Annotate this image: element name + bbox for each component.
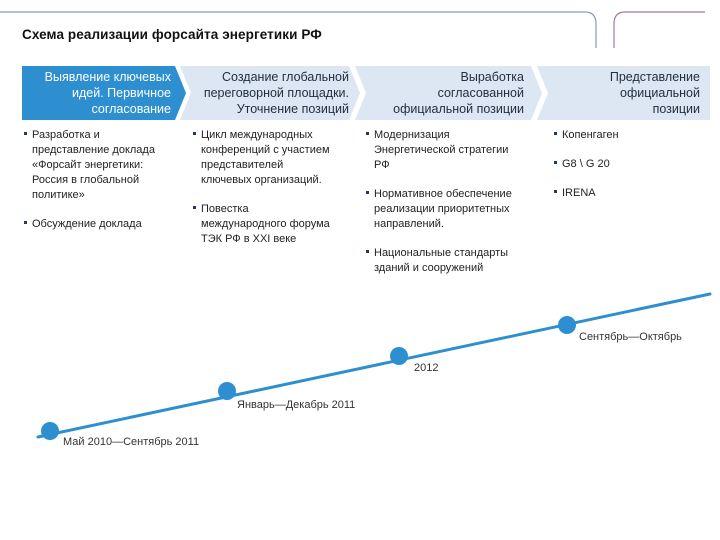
milestone-dot-1 (41, 422, 59, 440)
milestone-label-1: Май 2010—Сентябрь 2011 (63, 436, 200, 448)
milestone-label-3: 2012 (414, 362, 439, 374)
stage-4-item: G8 \ G 20 (554, 157, 704, 172)
milestone-label-2: Январь—Декабрь 2011 (237, 399, 356, 411)
stage-1-item: Разработка и представление доклада «Форсайт энергетики: Россия в глобальной политике» (24, 128, 174, 203)
slide-title: Схема реализации форсайта энергетики РФ (22, 27, 322, 42)
stage-1-item: Обсуждение доклада (24, 217, 174, 232)
stage-label-2: Создание глобальной переговорной площадки. Уточнение позиций (203, 70, 349, 116)
stage-2-item: Цикл международных конференций с участием представителей ключевых организаций. (193, 128, 353, 188)
stage-4-item: IRENA (554, 186, 704, 201)
stage-3-item: Национальные стандарты зданий и сооружений (366, 246, 536, 276)
stage-label-3: Выработка согласованной официальной позиции (393, 70, 524, 116)
milestone-label-4: Сентябрь—Октябрь (579, 331, 682, 343)
stage-4-item: Копенгаген (554, 128, 704, 143)
stage-2-item: Повестка международного форума ТЭК РФ в XXI веке (193, 202, 353, 247)
milestone-dot-4 (558, 316, 576, 334)
stage-3-item: Модернизация Энергетической стратегии РФ (366, 128, 536, 173)
stage-label-4: Представление официальной позиции (609, 70, 700, 116)
stage-label-1: Выявление ключевых идей. Первичное согласование (44, 70, 171, 116)
milestone-dot-2 (218, 382, 236, 400)
milestone-dot-3 (390, 347, 408, 365)
timeline-line (38, 294, 710, 437)
stage-3-item: Нормативное обеспечение реализации приоритетных направлений. (366, 187, 536, 232)
